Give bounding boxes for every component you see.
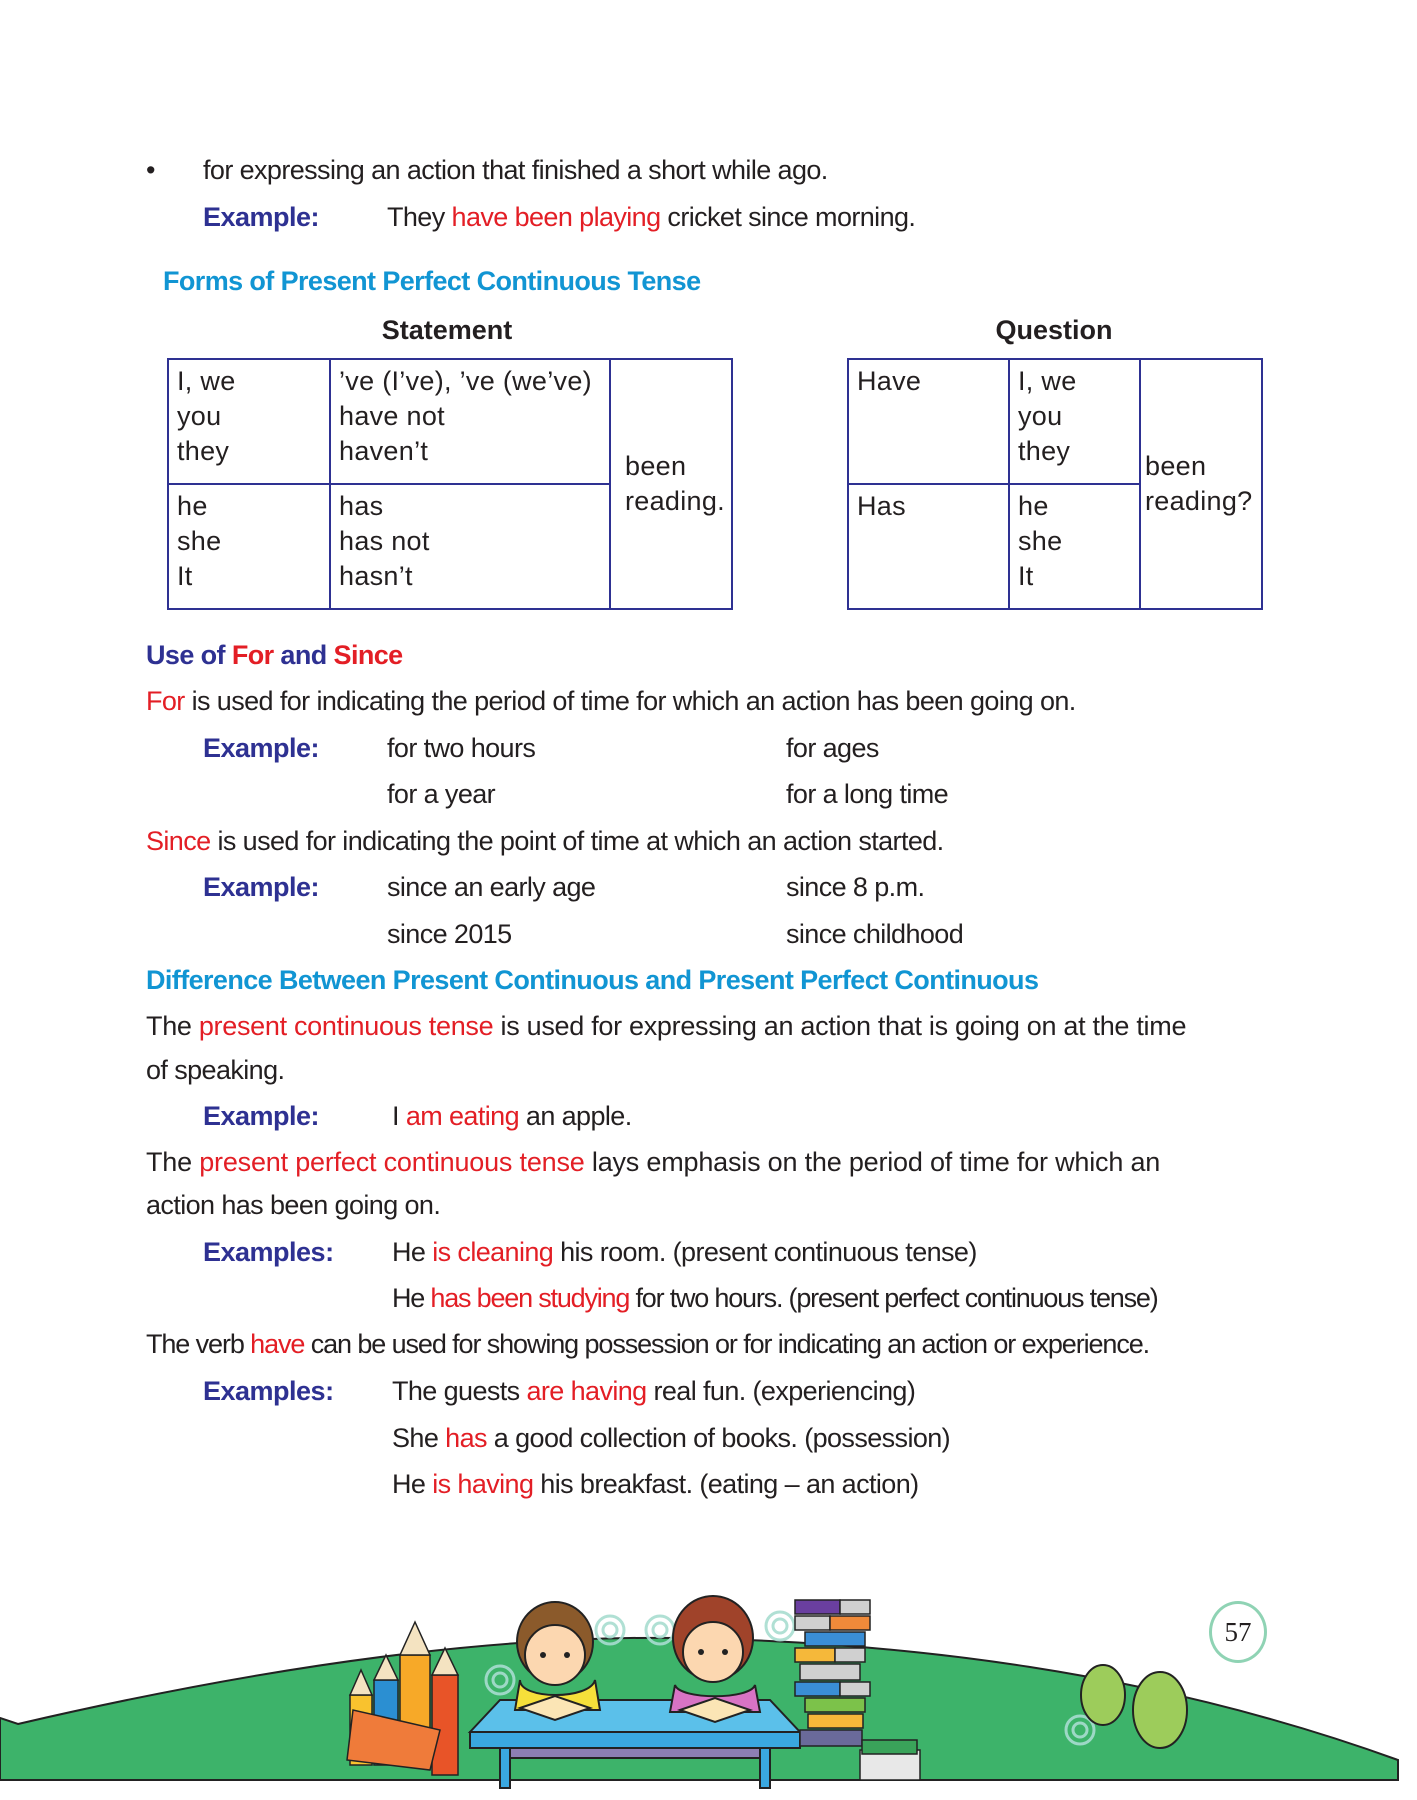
for-example: for a long time	[786, 779, 949, 809]
examples-label: Examples:	[203, 1376, 334, 1406]
cell-line: you	[1018, 401, 1063, 431]
question-verb	[1140, 359, 1262, 609]
section-heading-difference: Difference Between Present Continuous and Present Perfect Continuous	[146, 965, 1039, 995]
cell-line: I, we	[1018, 366, 1077, 396]
question-caption: Question	[995, 315, 1113, 345]
example-text: He	[392, 1283, 431, 1313]
paragraph-highlight: have	[250, 1329, 305, 1359]
cell-line: have not	[339, 401, 445, 431]
example-highlight: am eating	[405, 1101, 519, 1131]
example-label: Example:	[203, 733, 320, 763]
statement-aux-singular	[330, 484, 610, 609]
have-example	[392, 1421, 950, 1455]
statement-table	[167, 358, 733, 610]
heading-text: Use of	[146, 640, 232, 670]
paragraph-text: lays emphasis on the period of time for which an	[584, 1147, 1161, 1177]
cell-line: ’ve (I’ve), ’ve (we’ve)	[339, 366, 592, 396]
example-text: The guests	[392, 1376, 527, 1406]
cell-line: reading.	[625, 486, 725, 516]
pc-paragraph	[146, 1009, 1186, 1043]
cell-line: has not	[339, 526, 430, 556]
pc-paragraph-line2: of speaking.	[146, 1055, 285, 1085]
cell-line: you	[177, 401, 222, 431]
example-text: She	[392, 1423, 446, 1453]
cell-line: It	[1018, 561, 1034, 591]
example-text: I	[392, 1101, 406, 1131]
definition-text: is used for indicating the point of time at which an action started.	[210, 826, 944, 856]
statement-caption: Statement	[381, 315, 513, 345]
ppc-paragraph	[146, 1145, 1160, 1179]
since-example: since an early age	[387, 872, 596, 902]
since-example: since 2015	[387, 919, 512, 949]
example-label: Example:	[203, 872, 320, 902]
for-example: for a year	[387, 779, 496, 809]
ppc-example	[392, 1235, 977, 1269]
example-text: He	[392, 1237, 433, 1267]
keyword-for: For	[146, 686, 185, 716]
since-example: since childhood	[786, 919, 964, 949]
ppc-paragraph-line2: action has been going on.	[146, 1190, 441, 1220]
for-definition	[146, 684, 1076, 718]
pc-example	[392, 1099, 632, 1133]
have-paragraph	[146, 1327, 1149, 1361]
cell-line: reading?	[1145, 486, 1253, 516]
page-number: 57	[1209, 1601, 1267, 1663]
paragraph-highlight: present perfect continuous tense	[199, 1147, 585, 1177]
cell-line: I, we	[177, 366, 236, 396]
cell-line: he	[1018, 491, 1049, 521]
cell-line: haven’t	[339, 436, 429, 466]
since-example: since 8 p.m.	[786, 872, 925, 902]
question-subjects-plural	[1009, 359, 1140, 484]
bullet-text: for expressing an action that finished a short while ago.	[203, 155, 828, 185]
example-highlight: is having	[432, 1469, 534, 1499]
statement-subjects-singular	[168, 484, 330, 609]
example-text: real fun. (experiencing)	[646, 1376, 916, 1406]
definition-text: is used for indicating the period of time for which an action has been going on.	[184, 686, 1076, 716]
example-highlight: has	[445, 1423, 487, 1453]
cell-line: hasn’t	[339, 561, 413, 591]
example-sentence	[387, 200, 915, 234]
example-highlight: are having	[526, 1376, 647, 1406]
section-heading-forms: Forms of Present Perfect Continuous Tense	[163, 266, 701, 296]
question-aux-have: Have	[848, 359, 1009, 484]
example-text: an apple.	[519, 1101, 632, 1131]
example-text: They	[387, 202, 452, 232]
paragraph-text: The	[146, 1147, 200, 1177]
have-example	[392, 1467, 919, 1501]
for-example: for two hours	[387, 733, 536, 763]
statement-aux-plural	[330, 359, 610, 484]
question-aux-has: Has	[848, 484, 1009, 609]
cell-line: been	[1145, 451, 1207, 481]
example-text: his breakfast. (eating – an action)	[533, 1469, 919, 1499]
since-definition	[146, 824, 944, 858]
cell-line: been	[625, 451, 687, 481]
example-text: cricket since morning.	[660, 202, 916, 232]
cell-line: she	[177, 526, 222, 556]
ppc-example	[392, 1281, 1158, 1315]
statement-subjects-plural	[168, 359, 330, 484]
cell-line: they	[177, 436, 230, 466]
bullet-icon: •	[146, 155, 155, 185]
paragraph-text: can be used for showing possession or for indicating an action or experience.	[304, 1329, 1150, 1359]
paragraph-highlight: present continuous tense	[198, 1011, 494, 1041]
statement-verb	[610, 359, 732, 609]
question-subjects-singular	[1009, 484, 1140, 609]
cell-line: has	[339, 491, 384, 521]
paragraph-text: The verb	[146, 1329, 251, 1359]
examples-label: Examples:	[203, 1237, 334, 1267]
example-label: Example:	[203, 1101, 320, 1131]
cell-line: she	[1018, 526, 1063, 556]
example-highlight: is cleaning	[432, 1237, 554, 1267]
for-example: for ages	[786, 733, 879, 763]
section-heading-for-since	[146, 638, 403, 672]
paragraph-text: The	[146, 1011, 199, 1041]
keyword-since: Since	[146, 826, 211, 856]
example-text: his room. (present continuous tense)	[553, 1237, 977, 1267]
cell-line: he	[177, 491, 208, 521]
heading-keyword-since: Since	[333, 640, 403, 670]
heading-keyword-for: For	[231, 640, 274, 670]
example-text: He	[392, 1469, 433, 1499]
heading-text: and	[273, 640, 334, 670]
footer-illustration	[0, 1560, 1417, 1800]
cell-line: It	[177, 561, 193, 591]
example-text: a good collection of books. (possession)	[486, 1423, 951, 1453]
example-label: Example:	[203, 202, 320, 232]
question-table	[847, 358, 1263, 610]
example-highlight: have been playing	[451, 202, 661, 232]
example-highlight: has been studying	[430, 1283, 630, 1313]
example-text: for two hours. (present perfect continuous tense)	[629, 1283, 1158, 1313]
cell-line: they	[1018, 436, 1071, 466]
paragraph-text: is used for expressing an action that is going on at the time	[493, 1011, 1187, 1041]
have-example	[392, 1374, 915, 1408]
